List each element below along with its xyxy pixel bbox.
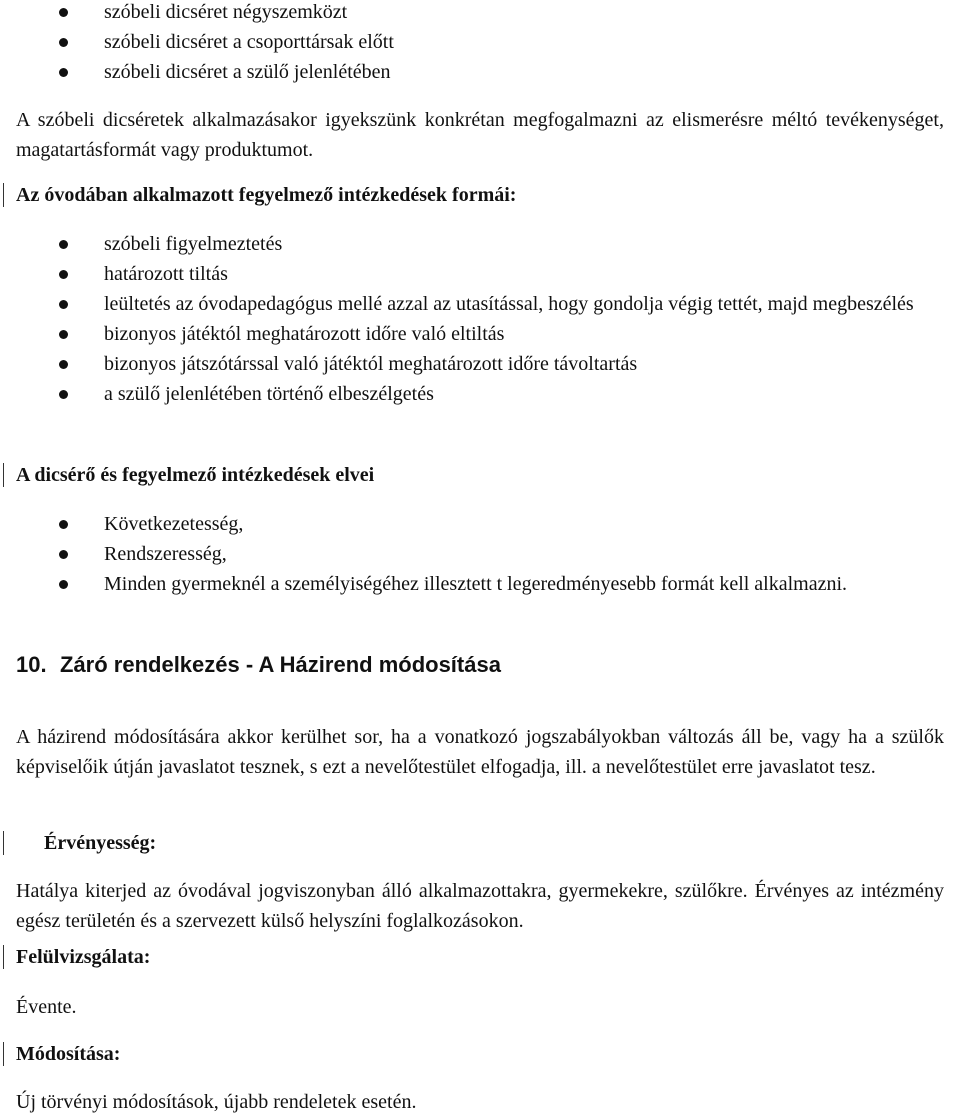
principles-list <box>0 509 944 599</box>
bullet-icon <box>59 360 68 369</box>
change-bar <box>3 1042 4 1066</box>
praise-paragraph: A szóbeli dicséretek alkalmazásakor igyekszünk konkrétan megfogalmazni az elismerésre méltó tevékenységet, magatartásformát vagy produktumot. <box>16 109 944 161</box>
bullet-icon <box>59 270 68 279</box>
amend-paragraph: Új törvényi módosítások, újabb rendeletek esetén. <box>16 1091 417 1113</box>
section-title-text: Záró rendelkezés - A Házirend módosítása <box>60 652 501 677</box>
modification-paragraph: A házirend módosítására akkor kerülhet sor, ha a vonatkozó jogszabályokban változás áll be, vagy ha a szülők képviselőik útján javaslatot tesznek, s ezt a nevelőtestület elfogadja, ill. a nevelőtestület erre javaslatot tesz. <box>16 726 944 778</box>
praise-forms-list <box>0 0 944 87</box>
list-item: Minden gyermeknél a személyiségéhez illesztett t legeredményesebb formát kell alkalmazni. <box>0 569 944 599</box>
amend-heading: Módosítása: <box>16 1043 121 1065</box>
section-title <box>16 650 944 680</box>
review-paragraph: Évente. <box>16 996 77 1018</box>
bullet-icon <box>59 580 68 589</box>
bullet-icon <box>59 68 68 77</box>
bullet-icon <box>59 390 68 399</box>
bullet-icon <box>59 300 68 309</box>
list-item: bizonyos játéktól meghatározott időre való eltiltás <box>0 319 944 349</box>
list-item: bizonyos játszótárssal való játéktól meghatározott időre távoltartás <box>0 349 944 379</box>
change-bar <box>3 945 4 969</box>
bullet-icon <box>59 8 68 17</box>
principles-heading: A dicsérő és fegyelmező intézkedések elvei <box>16 464 375 486</box>
bullet-icon <box>59 240 68 249</box>
bullet-icon <box>59 330 68 339</box>
list-item: Következetesség, <box>0 509 944 539</box>
bullet-icon <box>59 38 68 47</box>
section-number: 10. <box>16 652 47 677</box>
change-bar <box>3 183 4 207</box>
list-item: határozott tiltás <box>0 259 944 289</box>
list-item: szóbeli dicséret négyszemközt <box>0 0 944 27</box>
list-item: Rendszeresség, <box>0 539 944 569</box>
discipline-heading: Az óvodában alkalmazott fegyelmező intézkedések formái: <box>16 184 517 206</box>
validity-heading: Érvényesség: <box>44 832 157 854</box>
bullet-icon <box>59 520 68 529</box>
validity-paragraph: Hatálya kiterjed az óvodával jogviszonyban álló alkalmazottakra, gyermekekre, szülőkre. Érvényes az intézmény egész területén és a szervezett külső helyszíni foglalkozásokon. <box>16 880 944 932</box>
list-item: szóbeli dicséret a csoporttársak előtt <box>0 27 944 57</box>
change-bar <box>3 463 4 487</box>
list-item: a szülő jelenlétében történő elbeszélgetés <box>0 379 944 409</box>
bullet-icon <box>59 550 68 559</box>
discipline-forms-list <box>0 229 944 409</box>
review-heading: Felülvizsgálata: <box>16 946 151 968</box>
change-bar <box>3 831 4 855</box>
list-item: leültetés az óvodapedagógus mellé azzal az utasítással, hogy gondolja végig tettét, majd megbeszélés <box>0 289 944 319</box>
list-item: szóbeli figyelmeztetés <box>0 229 944 259</box>
list-item: szóbeli dicséret a szülő jelenlétében <box>0 57 944 87</box>
